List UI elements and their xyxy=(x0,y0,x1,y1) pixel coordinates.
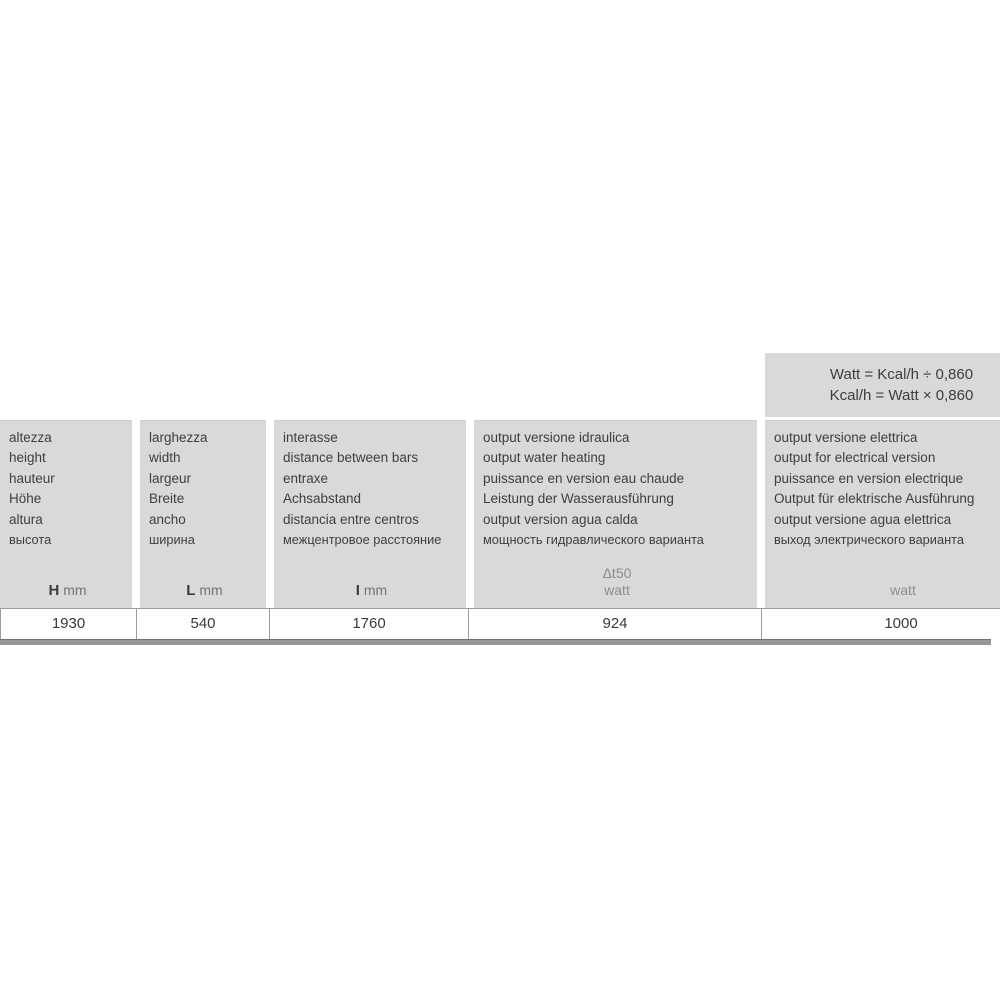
label-ru: выход электрического варианта xyxy=(774,532,964,548)
table-header-row xyxy=(0,420,1000,608)
header-labels-width xyxy=(149,428,260,582)
label-de: Achsabstand xyxy=(283,491,362,507)
table-value-row xyxy=(0,608,1000,639)
label-es: distancia entre centros xyxy=(283,511,419,527)
unit-symbol: L xyxy=(186,582,196,599)
label-de: Höhe xyxy=(9,491,42,507)
label-en: output water heating xyxy=(483,450,606,466)
label-en: distance between bars xyxy=(283,450,419,466)
value-distance-between-bars: 1760 xyxy=(269,609,468,639)
header-labels-distance xyxy=(283,428,460,582)
conversion-note xyxy=(765,353,1000,417)
header-cell-height xyxy=(0,420,132,608)
unit-distance xyxy=(283,582,460,602)
header-labels-output-water xyxy=(483,428,751,565)
label-fr: entraxe xyxy=(283,470,329,486)
unit-mm: mm xyxy=(63,582,87,598)
conversion-note-line-2: Kcal/h = Watt × 0,860 xyxy=(829,387,974,404)
label-de: Breite xyxy=(149,491,185,507)
header-cell-output-electric xyxy=(765,420,1000,608)
unit-width xyxy=(149,582,260,602)
header-cell-width xyxy=(140,420,266,608)
label-ru: межцентровое расстояние xyxy=(283,532,442,548)
label-de: Leistung der Wasserausführung xyxy=(483,491,674,507)
label-en: height xyxy=(9,450,46,466)
label-ru: мощность гидравлического варианта xyxy=(483,532,704,548)
conversion-note-line-1: Watt = Kcal/h ÷ 0,860 xyxy=(829,366,974,383)
label-it: output versione idraulica xyxy=(483,430,630,445)
unit-output-water xyxy=(483,565,751,602)
unit-mm: mm xyxy=(199,582,223,598)
label-es: output versione agua elettrica xyxy=(774,511,952,527)
header-labels-output-electric xyxy=(774,428,994,582)
label-it: larghezza xyxy=(149,430,208,445)
label-fr: largeur xyxy=(149,470,192,486)
unit-output-electric xyxy=(774,582,994,602)
label-fr: puissance en version electrique xyxy=(774,470,964,486)
label-en: width xyxy=(149,450,181,466)
table-bottom-rule xyxy=(0,639,991,645)
unit-watt: watt xyxy=(890,582,916,598)
label-de: Output für elektrische Ausführung xyxy=(774,491,975,507)
unit-watt: watt xyxy=(604,582,630,598)
header-labels-height xyxy=(9,428,126,582)
label-en: output for electrical version xyxy=(774,450,936,466)
unit-mm: mm xyxy=(363,582,388,598)
unit-height xyxy=(9,582,126,602)
value-height: 1930 xyxy=(0,609,136,639)
header-cell-output-water xyxy=(474,420,757,608)
unit-symbol: H xyxy=(48,582,60,599)
label-ru: ширина xyxy=(149,532,195,548)
value-width: 540 xyxy=(136,609,269,639)
unit-symbol: I xyxy=(355,582,360,599)
value-output-water: 924 xyxy=(468,609,761,639)
label-it: altezza xyxy=(9,430,52,445)
label-ru: высота xyxy=(9,532,52,548)
label-es: ancho xyxy=(149,511,186,527)
label-es: altura xyxy=(9,511,43,527)
unit-delta-t50: Δt50 xyxy=(602,565,632,581)
label-fr: hauteur xyxy=(9,470,55,486)
value-output-electric: 1000 xyxy=(761,609,1000,639)
label-it: interasse xyxy=(283,430,338,445)
label-it: output versione elettrica xyxy=(774,430,918,445)
header-cell-distance-between-bars xyxy=(274,420,466,608)
label-fr: puissance en version eau chaude xyxy=(483,470,685,486)
label-es: output version agua calda xyxy=(483,511,638,527)
